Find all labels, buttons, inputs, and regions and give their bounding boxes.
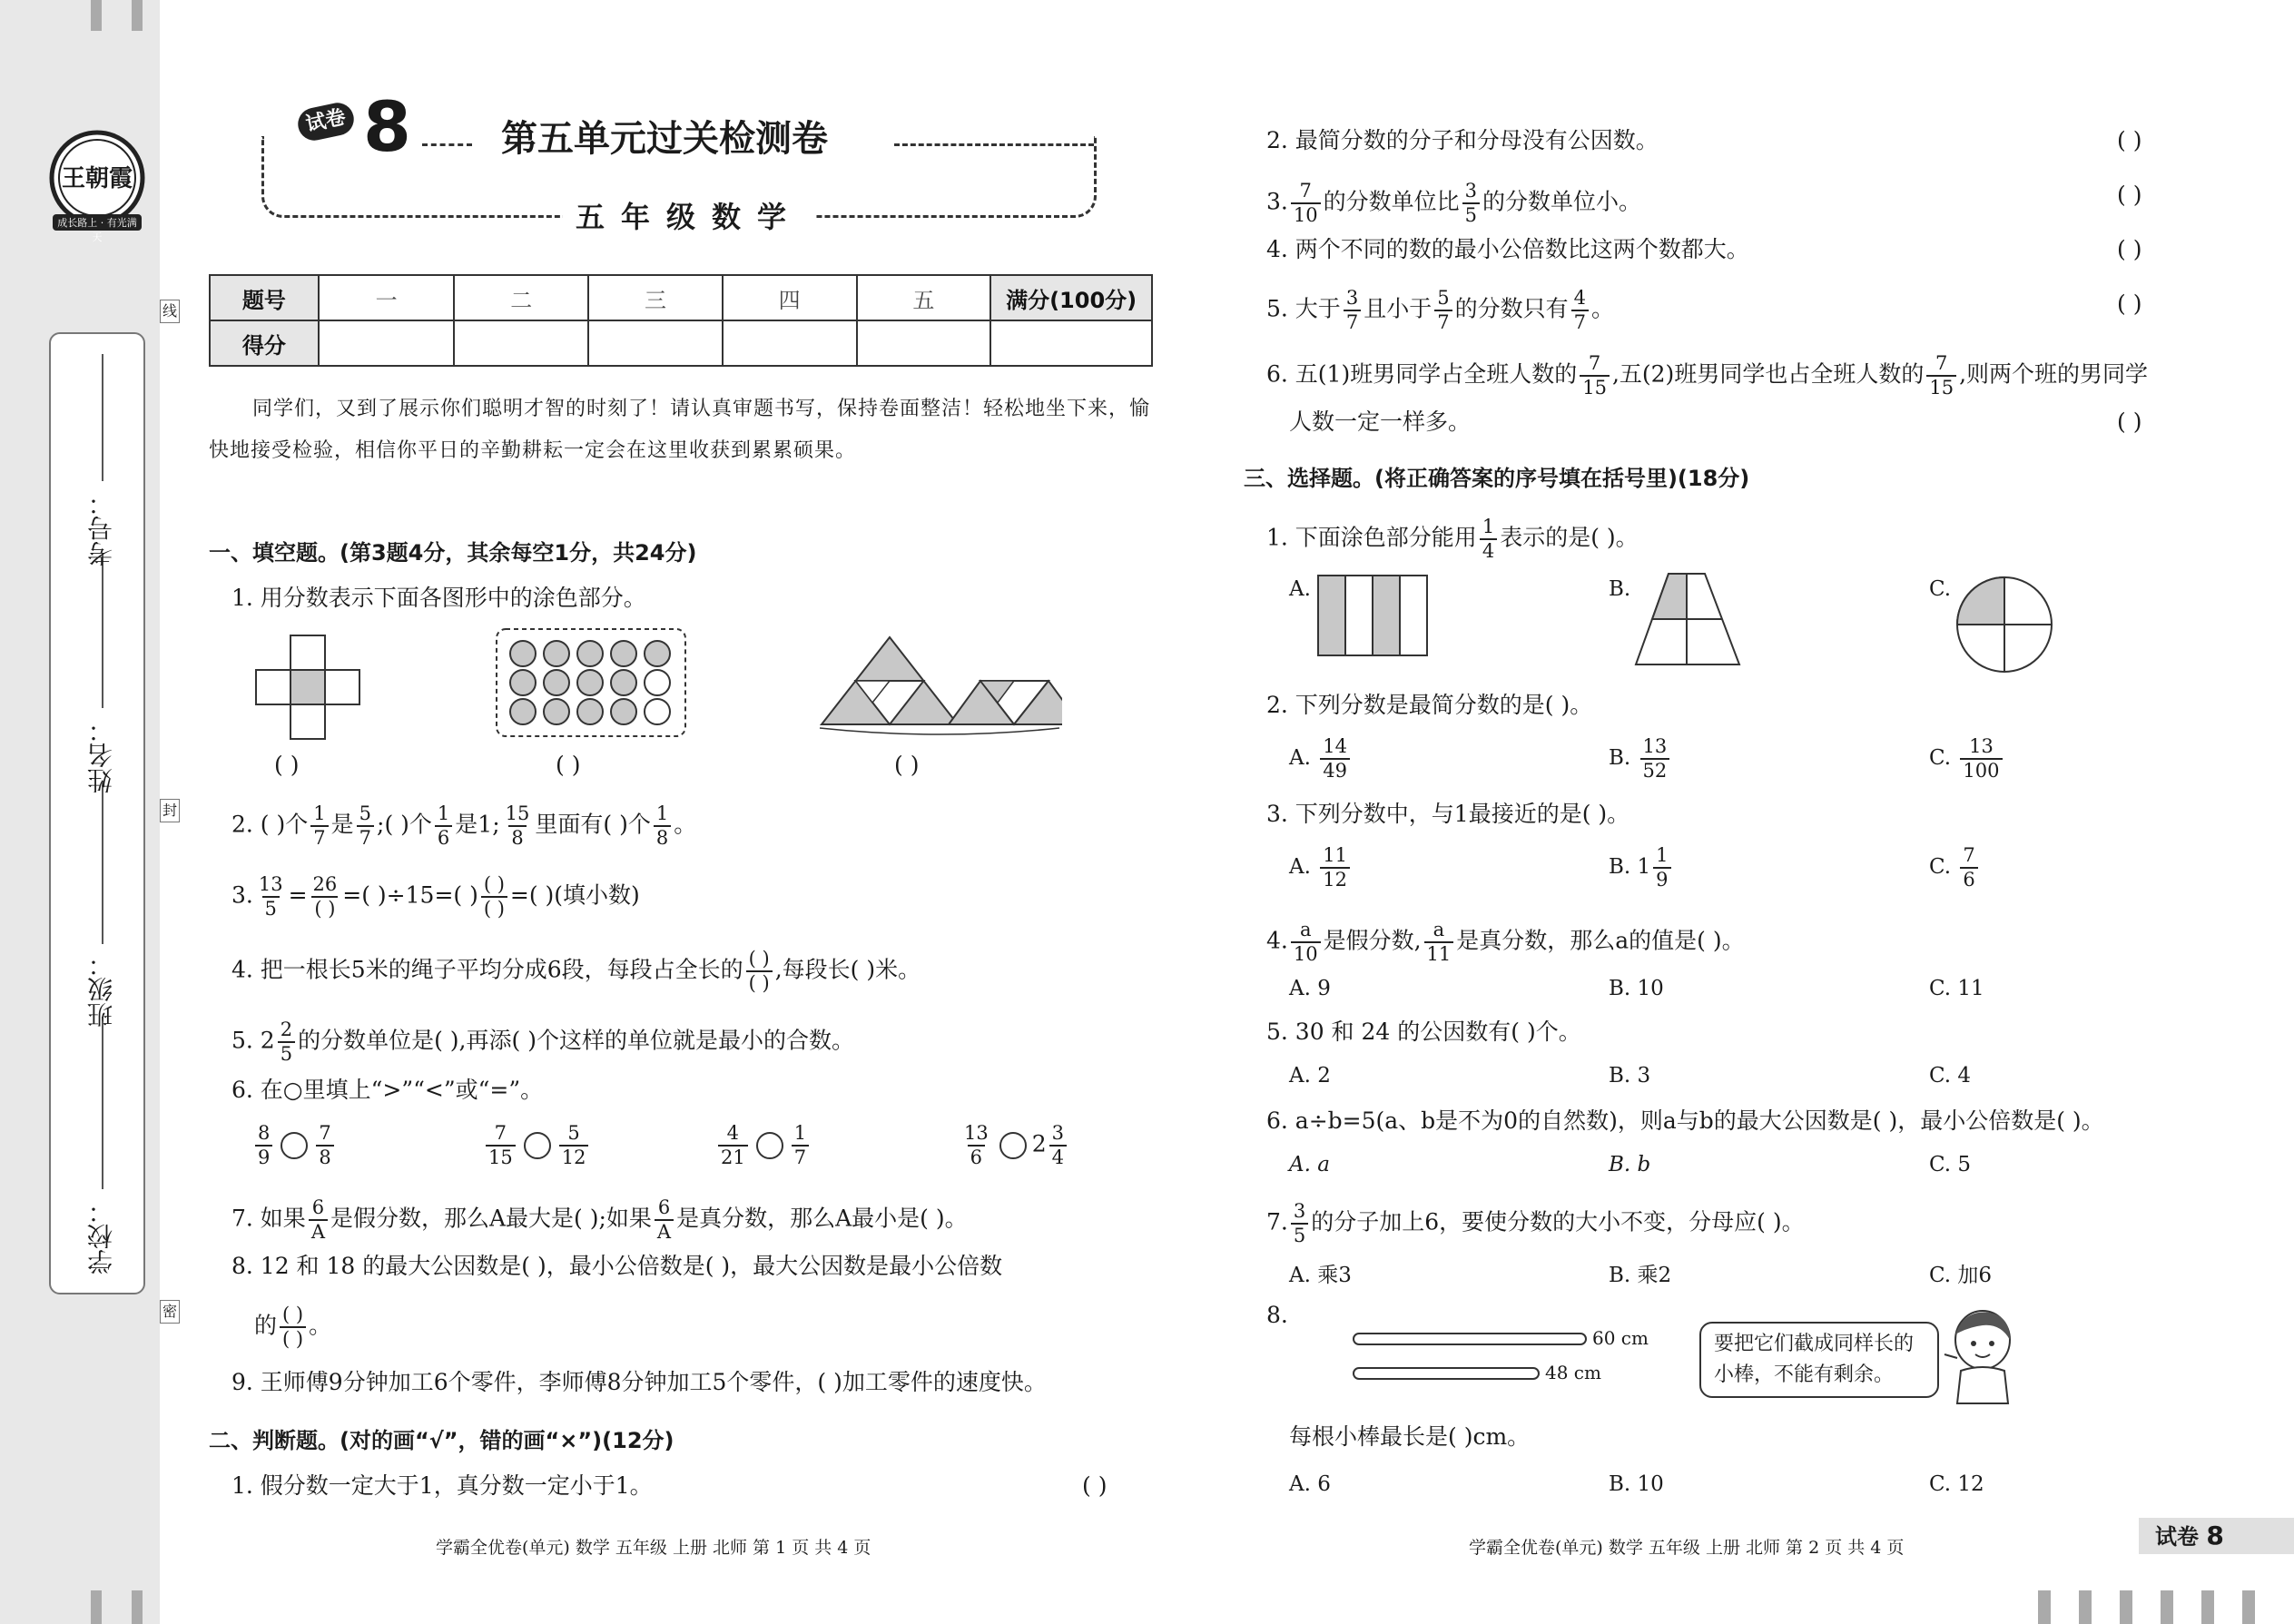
score-cell[interactable] — [319, 320, 455, 366]
cut-mark: 封 — [160, 799, 180, 822]
s1-q1-answer[interactable]: ( ) — [556, 752, 581, 778]
score-header-cell: 题号 — [210, 275, 319, 320]
student-info-panel — [49, 332, 145, 1294]
badge-text: 试卷 — [303, 105, 349, 137]
option[interactable]: B. 1 $\frac{1}{9}$ — [1609, 846, 1674, 890]
q-text: = — [288, 881, 308, 909]
figure-circle-quarters — [1954, 574, 2055, 679]
s1-q4 — [231, 950, 921, 993]
judge-paren[interactable]: ( ) — [2117, 182, 2142, 208]
q-text: 1. 下面涂色部分能用 — [1266, 524, 1477, 551]
score-header-cell: 一 — [319, 275, 455, 320]
bubble-line: 小棒，不能有剩余。 — [1714, 1363, 1895, 1386]
judge-paren[interactable]: ( ) — [2117, 127, 2142, 153]
score-cell[interactable] — [454, 320, 588, 366]
q-text: 是真分数，那么a的值是( )。 — [1456, 927, 1745, 954]
s3-q3: 3. 下列分数中，与1最接近的是( )。 — [1266, 801, 1630, 827]
cut-mark: 密 — [160, 1300, 180, 1324]
fraction: $\frac{3}{5}$ — [1462, 182, 1480, 225]
option[interactable]: C. 加6 — [1929, 1264, 1993, 1287]
s1-q2 — [231, 804, 696, 848]
fraction: $\frac{4}{21}$ — [718, 1124, 748, 1167]
compare-circle[interactable] — [281, 1132, 308, 1159]
fraction: $\frac{5}{12}$ — [559, 1124, 589, 1167]
name-label: 姓名： — [86, 717, 116, 793]
fraction: $\frac{2}{5}$ — [278, 1020, 295, 1064]
q-text: 是 — [330, 811, 354, 838]
option[interactable]: A. 乘3 — [1289, 1264, 1352, 1287]
option[interactable]: A. a — [1289, 1153, 1330, 1176]
option[interactable]: C. 11 — [1929, 977, 1984, 1000]
title-dash-right — [894, 143, 1094, 146]
score-header-cell: 二 — [454, 275, 588, 320]
fraction: $\frac{1}{9}$ — [1653, 846, 1670, 890]
school-field[interactable] — [102, 1017, 103, 1189]
fraction: $\frac{26}{( )}$ — [312, 873, 338, 920]
score-cell[interactable] — [857, 320, 991, 366]
q-text: 3. — [1266, 188, 1288, 215]
fraction: $\frac{13}{100}$ — [1960, 737, 2002, 781]
option[interactable]: A. 9 — [1289, 977, 1331, 1000]
footer-tag — [2139, 1518, 2294, 1554]
title-dash-left — [422, 143, 472, 146]
q-text: =( )(填小数) — [509, 881, 640, 909]
school-label: 学校： — [86, 1198, 116, 1275]
score-cell[interactable] — [723, 320, 857, 366]
s1-q6: 6. 在○里填上“>”“<”或“=”。 — [231, 1077, 544, 1103]
q-text: 的分数单位小。 — [1482, 188, 1641, 215]
q-text: 且小于 — [1364, 295, 1433, 322]
intro-line: 同学们，又到了展示你们聪明才智的时刻了！请认真审题书写，保持卷面整洁！轻松地坐下来，愉 — [252, 398, 1151, 420]
fraction: $\frac{1}{7}$ — [792, 1124, 809, 1167]
bottom-stripe — [2120, 1590, 2132, 1624]
score-header-row — [210, 275, 1152, 320]
intro-line: 快地接受检验，相信你平日的辛勤耕耘一定会在这里收获到累累硕果。 — [209, 439, 857, 462]
q-text: =( )÷15=( ) — [342, 881, 478, 909]
stick-60cm — [1353, 1333, 1587, 1345]
s3-q5: 5. 30 和 24 的公因数有( )个。 — [1266, 1019, 1581, 1045]
fraction: $\frac{13}{5}$ — [258, 873, 283, 920]
bubble-line: 要把它们截成同样长的 — [1714, 1333, 1915, 1355]
fraction: $\frac{4}{7}$ — [1571, 289, 1589, 332]
s3-q8-ask: 每根小棒最长是( )cm。 — [1289, 1423, 1531, 1450]
q-text: 。 — [674, 811, 697, 838]
option[interactable]: B. 10 — [1609, 1472, 1664, 1496]
figure-cross — [254, 634, 363, 746]
s1-q5 — [231, 1020, 854, 1064]
s2-q4: 4. 两个不同的数的最小公倍数比这两个数都大。 — [1266, 236, 1749, 262]
option[interactable]: A. $\frac{11}{12}$ — [1289, 846, 1353, 890]
q-text: 7. 如果 — [231, 1205, 306, 1232]
footer-right: 学霸全优卷(单元) 数学 五年级 上册 北师 第 2 页 共 4 页 — [1469, 1538, 1905, 1558]
option[interactable]: A. 6 — [1289, 1472, 1331, 1496]
s2-q5 — [1266, 289, 1614, 332]
q-text: 4. — [1266, 927, 1288, 954]
s3-q2: 2. 下列分数是最简分数的是( )。 — [1266, 692, 1593, 718]
fraction: $\frac{5}{7}$ — [1434, 289, 1452, 332]
logo-tagline: 成长路上 · 有光满天 — [57, 217, 137, 243]
option[interactable]: B. 乘2 — [1609, 1264, 1672, 1287]
bottom-stripe — [2038, 1590, 2051, 1624]
option[interactable]: C. $\frac{7}{6}$ — [1929, 846, 1981, 890]
q-text: 的分数单位比 — [1323, 188, 1460, 215]
bottom-stripe — [2201, 1590, 2214, 1624]
section3-title: 三、选择题。(将正确答案的序号填在括号里)(18分) — [1244, 466, 1750, 491]
q-text: 是假分数, — [1323, 927, 1422, 954]
class-field[interactable] — [102, 781, 103, 944]
stick-label: 48 cm — [1545, 1362, 1601, 1383]
fraction: $\frac{( )}{( )}$ — [481, 875, 507, 919]
figure-circles — [496, 628, 686, 741]
number-field[interactable] — [102, 354, 103, 481]
fraction: $\frac{6}{A}$ — [655, 1198, 674, 1242]
paper-number: 8 — [363, 86, 411, 167]
q-text: 6. 五(1)班男同学占全班人数的 — [1266, 360, 1578, 388]
q-text: 4. 把一根长5米的绳子平均分成6段，每段占全长的 — [231, 956, 743, 983]
figure-triangles — [812, 634, 1062, 746]
name-field[interactable] — [102, 554, 103, 708]
s2-q6 — [1266, 354, 2148, 398]
s3-q8: 8. — [1266, 1302, 1288, 1328]
footer-left: 学霸全优卷(单元) 数学 五年级 上册 北师 第 1 页 共 4 页 — [436, 1538, 871, 1558]
q-text: ,则两个班的男同学 — [1959, 360, 2149, 388]
fraction: $\frac{1}{7}$ — [310, 804, 328, 848]
compare-item — [252, 1124, 337, 1167]
s1-q8-line1: 8. 12 和 18 的最大公因数是( )，最小公倍数是( )，最大公因数是最小公倍数 — [231, 1253, 1003, 1279]
compare-item — [715, 1124, 812, 1167]
fraction: $\frac{3}{4}$ — [1049, 1124, 1067, 1167]
s3-q4 — [1266, 920, 1745, 964]
option[interactable]: A. 2 — [1289, 1064, 1331, 1088]
footer-tag-number: 8 — [2206, 1521, 2224, 1550]
section1-title: 一、填空题。(第3题4分，其余每空1分，共24分) — [209, 540, 697, 566]
score-header-cell: 五 — [857, 275, 991, 320]
score-cell[interactable] — [588, 320, 723, 366]
q-text: 的 — [254, 1312, 278, 1339]
judge-paren[interactable]: ( ) — [2117, 408, 2142, 435]
footer-tag-text: 试卷 — [2155, 1524, 2199, 1550]
fraction: $\frac{8}{9}$ — [255, 1124, 272, 1167]
q-text: 是真分数，那么A最小是( )。 — [676, 1205, 968, 1232]
q-text: 是1; — [455, 811, 500, 838]
fraction: $\frac{7}{10}$ — [1291, 182, 1321, 225]
bottom-stripe — [91, 1590, 102, 1624]
fraction: $\frac{13}{6}$ — [964, 1122, 989, 1168]
judge-paren[interactable]: ( ) — [1082, 1472, 1108, 1499]
judge-paren[interactable]: ( ) — [2117, 290, 2142, 317]
q-text: ,五(2)班男同学也占全班人数的 — [1611, 360, 1925, 388]
option[interactable]: C. 12 — [1929, 1472, 1984, 1496]
score-table — [209, 274, 1153, 367]
fraction: $\frac{14}{49}$ — [1320, 737, 1350, 781]
fraction: $\frac{( )}{( )}$ — [280, 1305, 306, 1349]
option[interactable]: B. $\frac{13}{52}$ — [1609, 737, 1672, 781]
fraction: $\frac{11}{12}$ — [1320, 846, 1350, 890]
q-text: 2. ( )个 — [231, 811, 309, 838]
fraction: $\frac{1}{4}$ — [1480, 517, 1497, 561]
q-text: 7. — [1266, 1208, 1288, 1235]
s1-q9: 9. 王师傅9分钟加工6个零件，李师傅8分钟加工5个零件，( )加工零件的速度快。 — [231, 1369, 1047, 1395]
option[interactable]: C. $\frac{13}{100}$ — [1929, 737, 2005, 781]
q-text: 表示的是( )。 — [1500, 524, 1639, 551]
number-label: 考号： — [86, 490, 116, 566]
compare-circle[interactable] — [756, 1132, 783, 1159]
fraction: $\frac{3}{5}$ — [1291, 1202, 1308, 1245]
option[interactable]: B. 10 — [1609, 977, 1664, 1000]
figure-trapezoid — [1634, 572, 1741, 672]
speech-bubble — [1699, 1322, 1939, 1398]
option-letter[interactable]: C. — [1929, 577, 1952, 601]
bottom-stripe — [132, 1590, 143, 1624]
score-header-cell: 三 — [588, 275, 723, 320]
stick-48cm — [1353, 1367, 1540, 1380]
fraction: $\frac{7}{15}$ — [486, 1124, 516, 1167]
fraction: $\frac{6}{A}$ — [309, 1198, 328, 1242]
fraction: $\frac{a}{10}$ — [1291, 920, 1321, 964]
figure-rectangle-strips — [1316, 574, 1431, 661]
s2-q2: 2. 最简分数的分子和分母没有公因数。 — [1266, 127, 1659, 153]
fraction: $\frac{3}{7}$ — [1344, 289, 1361, 332]
fraction: $\frac{15}{8}$ — [505, 802, 530, 849]
compare-circle[interactable] — [524, 1132, 551, 1159]
fraction: $\frac{a}{11}$ — [1424, 920, 1454, 964]
score-cell[interactable] — [990, 320, 1152, 366]
score-header-cell: 四 — [723, 275, 857, 320]
compare-circle[interactable] — [999, 1132, 1027, 1159]
q-text: 5. 2 — [231, 1027, 275, 1054]
fraction: $\frac{7}{8}$ — [316, 1124, 333, 1167]
top-stripe — [91, 0, 102, 31]
cut-mark: 线 — [160, 300, 180, 323]
stick-label: 60 cm — [1592, 1327, 1649, 1349]
logo-name: 王朝霞 — [61, 165, 133, 192]
q-text: 。 — [309, 1312, 332, 1339]
q-text: 里面有( )个 — [535, 811, 651, 838]
fraction: $\frac{7}{15}$ — [1580, 354, 1610, 398]
q-text: 5. 大于 — [1266, 295, 1341, 322]
page-subtitle: 五年级数学 — [563, 194, 815, 236]
fraction: $\frac{7}{6}$ — [1960, 846, 1977, 890]
option-letter[interactable]: B. — [1609, 577, 1631, 601]
s2-q6-line2: 人数一定一样多。 — [1289, 408, 1472, 435]
s1-q8-line2 — [254, 1305, 331, 1349]
s1-q1-answer[interactable]: ( ) — [894, 752, 920, 778]
q-text: 是假分数，那么A最大是( );如果 — [330, 1205, 652, 1232]
s1-q7 — [231, 1198, 968, 1242]
option[interactable]: C. 4 — [1929, 1064, 1972, 1088]
boy-illustration — [1937, 1304, 2019, 1409]
s3-q7 — [1266, 1202, 1805, 1245]
s3-q1 — [1266, 517, 1639, 561]
top-stripe — [132, 0, 143, 31]
option[interactable]: C. 5 — [1929, 1153, 1972, 1176]
compare-item: $\frac{13}{6}$ 2 $\frac{3}{4}$ — [959, 1124, 1069, 1167]
s1-q1-answer[interactable]: ( ) — [274, 752, 300, 778]
fraction: $\frac{( )}{( )}$ — [746, 950, 773, 993]
fraction: $\frac{1}{8}$ — [654, 804, 671, 848]
fraction: $\frac{1}{6}$ — [435, 804, 452, 848]
s2-q1: 1. 假分数一定大于1，真分数一定小于1。 — [231, 1472, 653, 1499]
option[interactable]: B. 3 — [1609, 1064, 1651, 1088]
bottom-stripe — [2242, 1590, 2255, 1624]
q-text: ,每段长( )米。 — [774, 956, 921, 983]
option-letter[interactable]: A. — [1289, 577, 1311, 601]
judge-paren[interactable]: ( ) — [2117, 236, 2142, 262]
q-text: 3. — [231, 881, 253, 909]
q-text: ;( )个 — [377, 811, 432, 838]
section2-title: 二、判断题。(对的画“√”，错的画“×”)(12分) — [209, 1428, 674, 1453]
s2-q3 — [1266, 182, 1641, 225]
q-text: 的分数只有 — [1454, 295, 1569, 322]
q-text: 的分数单位是( ),再添( )个这样的单位就是最小的合数。 — [298, 1027, 854, 1054]
bottom-stripe — [2079, 1590, 2092, 1624]
q-text: 的分子加上6，要使分数的大小不变，分母应( )。 — [1311, 1208, 1805, 1235]
page-title: 第五单元过关检测卷 — [501, 118, 828, 160]
fraction: $\frac{7}{15}$ — [1926, 354, 1956, 398]
fraction: $\frac{13}{52}$ — [1640, 737, 1670, 781]
score-row — [210, 320, 1152, 366]
q-text: 。 — [1590, 295, 1614, 322]
compare-item — [483, 1124, 591, 1167]
fraction: $\frac{5}{7}$ — [357, 804, 374, 848]
logo — [44, 125, 151, 241]
option[interactable]: B. b — [1609, 1153, 1651, 1176]
s3-q6: 6. a÷b=5(a、b是不为0的自然数)，则a与b的最大公因数是( )，最小公倍数是( )。 — [1266, 1107, 2104, 1134]
class-label: 班级： — [86, 951, 116, 1028]
score-header-cell: 满分(100分) — [990, 275, 1152, 320]
score-row-label: 得分 — [210, 320, 319, 366]
option[interactable]: A. $\frac{14}{49}$ — [1289, 737, 1353, 781]
s1-q3 — [231, 875, 640, 919]
s1-q1: 1. 用分数表示下面各图形中的涂色部分。 — [231, 585, 646, 611]
bottom-stripe — [2161, 1590, 2173, 1624]
